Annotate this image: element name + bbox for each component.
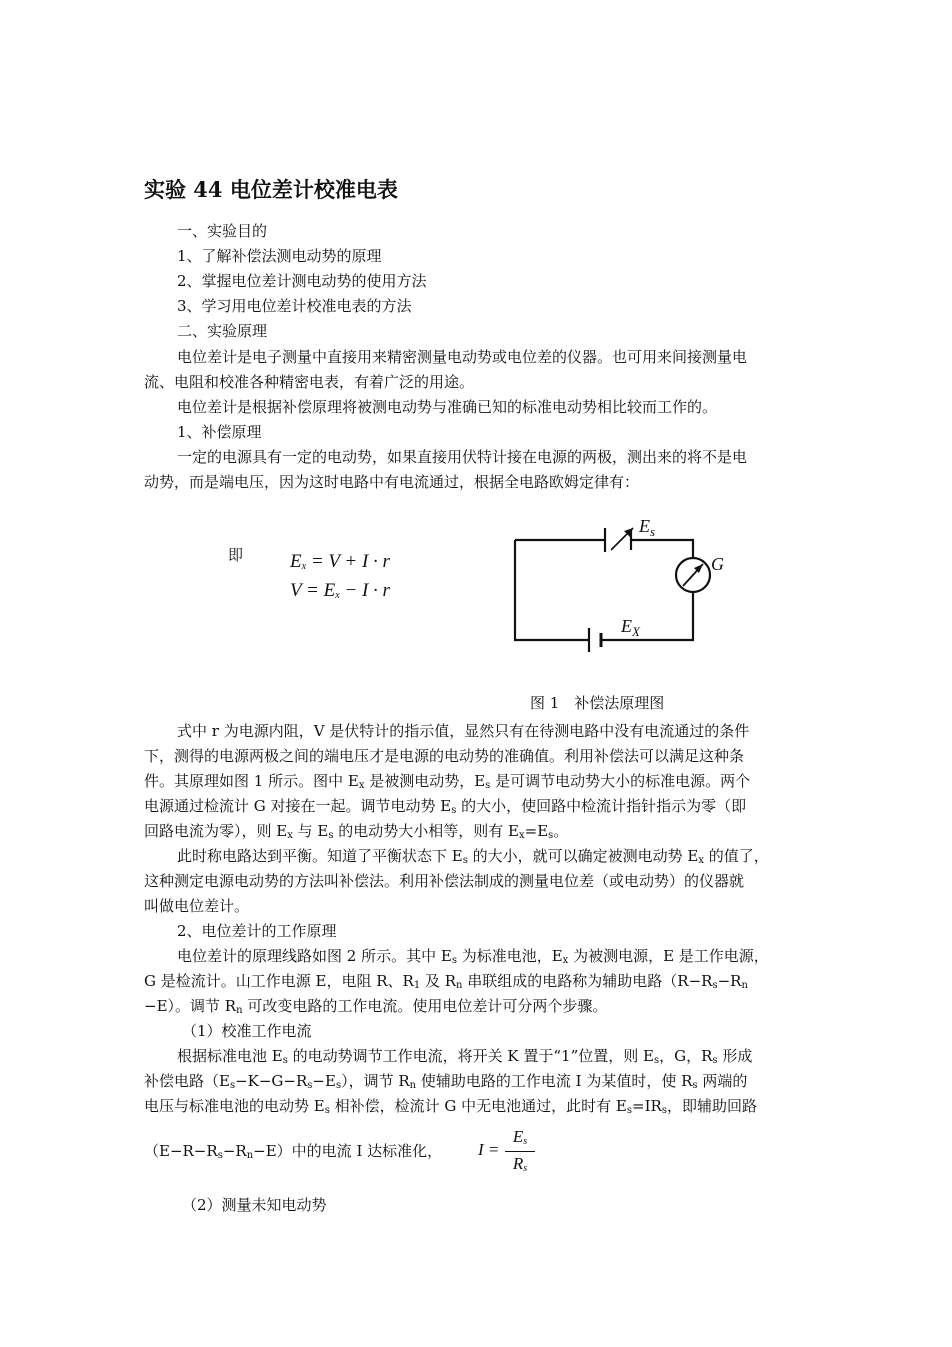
- paragraph-line: 回路电流为零），则 $E_x$ 与 $E_s$ 的电动势大小相等，则有 $E_x=E_s$。: [144, 822, 569, 841]
- paragraph-line: 此时称电路达到平衡。知道了平衡状态下 $E_s$ 的大小，就可以确定被测电动势 $E_x$ 的值了，: [177, 847, 769, 866]
- paragraph-line: 电位差计的原理线路如图 2 所示。其中 $E_s$ 为标准电池，$E_x$ 为被测电源，E 是工作电源，: [177, 947, 769, 966]
- paragraph-line: 件。其原理如图 1 所示。图中 $E_x$ 是被测电动势，$E_s$ 是可调节电动势大小的标准电源。两个: [144, 772, 751, 791]
- paragraph-line: −E）。调节 $R_n$ 可改变电路的工作电流。使用电位差计可分两个步骤。: [144, 997, 608, 1016]
- equation-2: $V = E_x - I \cdot r$: [290, 580, 390, 601]
- paragraph-line: 叫做电位差计。: [144, 897, 250, 915]
- subsection-heading: 1、补偿原理: [177, 423, 262, 441]
- section-heading-principle: 二、实验原理: [177, 322, 268, 340]
- section-heading-purpose: 一、实验目的: [177, 222, 268, 240]
- es-label: $E_s$: [639, 516, 656, 539]
- compensation-circuit-diagram: [505, 510, 735, 660]
- paragraph-line: 式中 r 为电源内阻，V 是伏特计的指示值，显然只有在待测电路中没有电流通过的条件: [177, 722, 750, 740]
- subsection-heading: 2、电位差计的工作原理: [177, 922, 337, 940]
- paragraph-line: 根据标准电池 $E_s$ 的电动势调节工作电流，将开关 K 置于“1”位置，则 $E_s$，G，$R_s$ 形成: [177, 1047, 753, 1066]
- circuit-wire-top-right: [631, 540, 693, 558]
- paragraph-line: $(E-R-R_s-R_n-E)$中的电流 I 达标准化，: [144, 1142, 443, 1161]
- paragraph-line: 这种测定电源电动势的方法叫补偿法。利用补偿法制成的测量电位差（或电动势）的仪器就: [144, 872, 745, 890]
- purpose-item-2: 2、掌握电位差计测电动势的使用方法: [177, 272, 427, 290]
- paragraph-line: 流、电阻和校准各种精密电表，有着广泛的用途。: [144, 373, 475, 391]
- step-heading: （1）校准工作电流: [182, 1022, 312, 1040]
- ji-label: 即: [228, 546, 244, 564]
- figure-caption: 图 1 补偿法原理图: [530, 694, 665, 712]
- equation-1: $E_x = V + I \cdot r$: [290, 551, 390, 572]
- paragraph-line: 电位差计是根据补偿原理将被测电动势与准确已知的标准电动势相比较而工作的。: [177, 398, 718, 416]
- circuit-wire-right-bottom: [601, 592, 693, 640]
- purpose-item-1: 1、了解补偿法测电动势的原理: [177, 247, 382, 265]
- circuit-wire-left: [515, 540, 589, 640]
- purpose-item-3: 3、学习用电位差计校准电表的方法: [177, 297, 412, 315]
- paragraph-line: 动势，而是端电压，因为这时电路中有电流通过，根据全电路欧姆定律有：: [144, 473, 640, 491]
- paragraph-line: 电压与标准电池的电动势 $E_s$ 相补偿，检流计 G 中无电池通过，此时有 $E_s=IR_s$，即辅助回路: [144, 1097, 757, 1116]
- paragraph-line: 下，测得的电源两极之间的端电压才是电源的电动势的准确值。利用补偿法可以满足这种条: [144, 747, 745, 765]
- fraction-lhs: I =: [478, 1140, 500, 1159]
- ex-label: $E_X$: [621, 616, 640, 639]
- page-title: 实验 44 电位差计校准电表: [144, 177, 398, 202]
- galvanometer-label: G: [711, 554, 724, 574]
- step-heading: （2）测量未知电动势: [182, 1196, 327, 1214]
- fraction-denominator: $R_s$: [512, 1154, 528, 1174]
- paragraph-line: 一定的电源具有一定的电动势，如果直接用伏特计接在电源的两极，测出来的将不是电: [177, 448, 748, 466]
- paragraph-line: 补偿电路$(E_s-K-G-R_s-E_s)$，调节 $R_n$ 使辅助电路的工作电流 I 为某值时，使 $R_s$ 两端的: [144, 1072, 748, 1091]
- paragraph-line: 电位差计是电子测量中直接用来精密测量电动势或电位差的仪器。也可用来间接测量电: [177, 348, 748, 366]
- paragraph-line: G 是检流计。山工作电源 E，电阻 R、$R_1$ 及 $R_n$ 串联组成的电路称为辅助电路（$R-R_s-R_n$: [144, 972, 748, 991]
- fraction-numerator: $E_s$: [512, 1127, 528, 1147]
- paragraph-line: 电源通过检流计 G 对接在一起。调节电动势 $E_s$ 的大小，使回路中检流计指针指示为零（即: [144, 797, 747, 816]
- fraction-bar: [505, 1151, 535, 1152]
